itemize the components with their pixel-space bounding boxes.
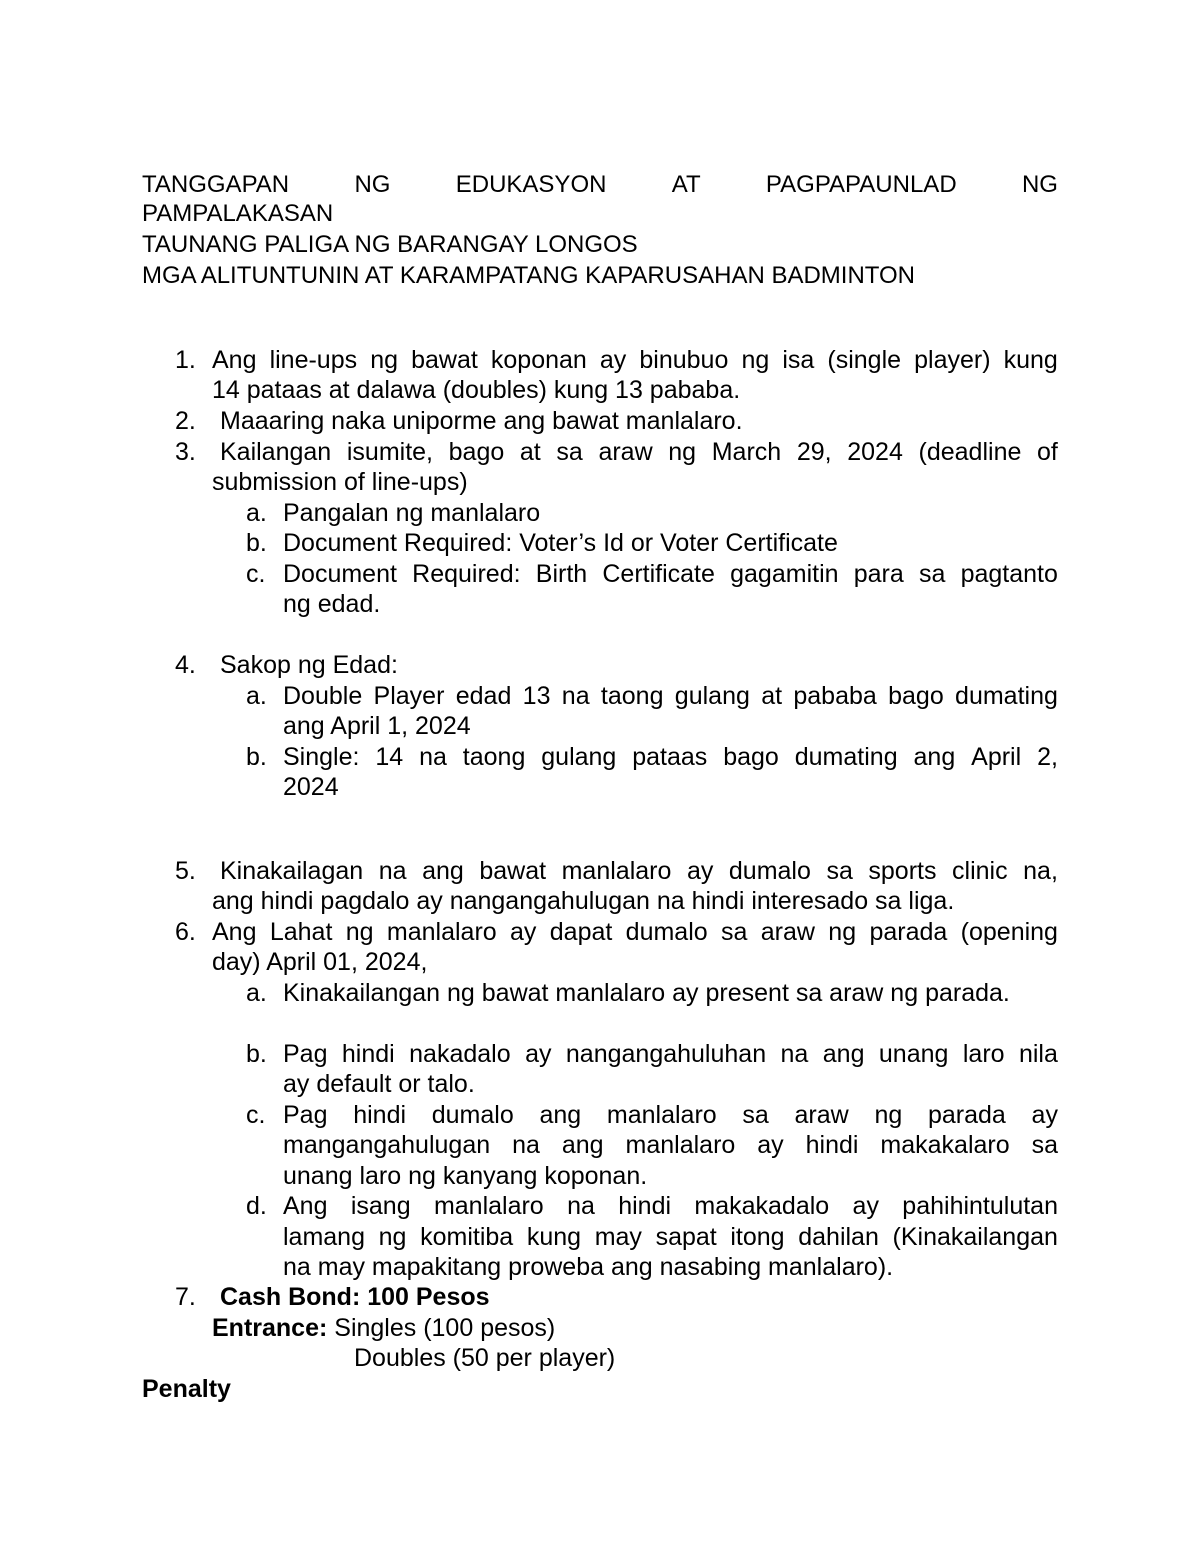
word: komitiba: [420, 1223, 514, 1251]
header-line-2: PAMPALAKASAN: [142, 200, 334, 227]
word: TANGGAPAN: [142, 171, 290, 198]
word: na: [561, 682, 590, 710]
word: na: [567, 1192, 595, 1220]
word: sa: [1031, 1131, 1058, 1159]
word: pagtanto: [960, 560, 1058, 588]
word: gulang: [541, 743, 617, 771]
rule-6-line-2: day) April 01, 2024,: [212, 948, 428, 976]
rule-6c-line-3: unang laro ng kanyang koponan.: [283, 1162, 648, 1190]
word: taong: [600, 682, 664, 710]
word: binubuo: [639, 346, 729, 374]
word: hindi: [618, 1192, 672, 1220]
word: makakalaro: [880, 1131, 1010, 1159]
word: na: [512, 1131, 540, 1159]
word: PAGPAPAUNLAD: [765, 171, 957, 198]
word: bawat: [411, 346, 478, 374]
word: 14: [375, 743, 404, 771]
word: unang: [878, 1040, 949, 1068]
header-line-3: TAUNANG PALIGA NG BARANGAY LONGOS: [142, 231, 638, 258]
rule-1-number: 1.: [175, 346, 196, 374]
word: dumating: [794, 743, 898, 771]
word: Single:: [283, 743, 360, 771]
word: lamang: [283, 1223, 365, 1251]
rule-2-number: 2.: [175, 407, 196, 435]
word: araw: [760, 918, 815, 946]
rule-5-line-1: [220, 856, 1058, 886]
word: clinic: [952, 857, 1008, 885]
word: Lahat: [269, 918, 333, 946]
word: na: [378, 857, 407, 885]
rule-1-line-1: [212, 345, 1058, 375]
word: bago: [448, 438, 505, 466]
rule-6-number: 6.: [175, 918, 196, 946]
word: taong: [462, 743, 526, 771]
word: ng: [828, 918, 857, 946]
rule-2-line-1: Maaaring naka uniporme ang bawat manlalaro.: [220, 407, 743, 435]
entrance-doubles: Doubles (50 per player): [354, 1344, 616, 1372]
word: ng: [668, 438, 697, 466]
word: para: [853, 560, 904, 588]
word: ng: [345, 918, 374, 946]
rule-4-number: 4.: [175, 651, 196, 679]
word: na,: [1023, 857, 1058, 885]
word: (Kinakailangan: [892, 1223, 1058, 1251]
word: ay: [599, 346, 627, 374]
rule-6a-letter: a.: [246, 979, 267, 1007]
rule-6c-line-2: [283, 1130, 1058, 1160]
word: 13: [522, 682, 551, 710]
word: makakadalo: [694, 1192, 830, 1220]
rule-5-line-2: ang hindi pagdalo ay nangangahulugan na hindi interesado sa liga.: [212, 887, 955, 915]
rule-4a-line-2: ang April 1, 2024: [283, 712, 471, 740]
word: bago: [723, 743, 779, 771]
word: ang: [561, 1131, 604, 1159]
word: pataas: [632, 743, 708, 771]
word: pababa: [793, 682, 877, 710]
word: EDUKASYON: [455, 171, 607, 198]
word: kung: [526, 1223, 582, 1251]
word: NG: [354, 171, 391, 198]
word: sports: [868, 857, 937, 885]
rule-6d-line-2: [283, 1222, 1058, 1252]
rule-6c-letter: c.: [246, 1101, 266, 1129]
word: araw: [598, 438, 653, 466]
word: (single: [827, 346, 902, 374]
rule-3a-letter: a.: [246, 499, 267, 527]
word: Ang: [212, 918, 257, 946]
word: AT: [671, 171, 701, 198]
word: edad: [455, 682, 512, 710]
word: April: [971, 743, 1022, 771]
rule-6d-letter: d.: [246, 1192, 267, 1220]
rule-6a-line-1: Kinakailangan ng bawat manlalaro ay present sa araw ng parada.: [283, 979, 1010, 1007]
rule-6b-line-1: [283, 1039, 1058, 1069]
word: sa: [742, 1101, 769, 1129]
word: dapat: [549, 918, 613, 946]
entrance-label: Entrance:: [212, 1314, 328, 1342]
word: hindi: [353, 1101, 407, 1129]
word: isa: [782, 346, 815, 374]
word: 2,: [1037, 743, 1058, 771]
word: araw: [794, 1101, 849, 1129]
word: bawat: [479, 857, 547, 885]
word: ang: [913, 743, 956, 771]
word: ay: [686, 857, 714, 885]
word: Pag: [283, 1040, 328, 1068]
word: Certificate: [602, 560, 715, 588]
rule-6-line-1: [212, 917, 1058, 947]
rule-6c-line-1: [283, 1100, 1058, 1130]
rule-4b-line-1: [283, 742, 1058, 772]
word: nangangahuluhan: [565, 1040, 767, 1068]
word: laro: [962, 1040, 1005, 1068]
word: ay: [510, 918, 537, 946]
word: Kinakailagan: [220, 857, 364, 885]
rule-4a-letter: a.: [246, 682, 267, 710]
word: na: [419, 743, 447, 771]
rule-3-number: 3.: [175, 438, 196, 466]
word: itong: [730, 1223, 785, 1251]
word: ay: [852, 1192, 879, 1220]
word: sa: [721, 918, 748, 946]
word: nakadalo: [409, 1040, 511, 1068]
penalty-heading: Penalty: [142, 1375, 231, 1403]
rule-3-line-1: [220, 437, 1058, 467]
word: Required:: [412, 560, 521, 588]
word: dumalo: [431, 1101, 514, 1129]
word: manlalaro: [433, 1192, 544, 1220]
entrance-singles: Singles (100 pesos): [334, 1314, 556, 1342]
word: March: [711, 438, 782, 466]
word: ay: [525, 1040, 552, 1068]
word: at: [519, 438, 541, 466]
rule-7-number: 7.: [175, 1283, 196, 1311]
word: Ang: [212, 346, 257, 374]
word: may: [594, 1223, 642, 1251]
word: mangangahulugan: [283, 1131, 491, 1159]
word: sa: [556, 438, 583, 466]
word: manlalaro: [386, 918, 497, 946]
header-line-1: [142, 170, 1058, 200]
word: Ang: [283, 1192, 328, 1220]
word: Kailangan: [220, 438, 332, 466]
word: dumalo: [625, 918, 708, 946]
entrance-line: [212, 1313, 555, 1343]
word: koponan: [490, 346, 587, 374]
rule-3c-line-2: ng edad.: [283, 590, 381, 618]
word: hindi: [341, 1040, 395, 1068]
word: Birth: [535, 560, 588, 588]
word: sapat: [655, 1223, 717, 1251]
word: sa: [826, 857, 853, 885]
word: bago: [888, 682, 944, 710]
word: dahilan: [798, 1223, 879, 1251]
rule-6b-line-2: ay default or talo.: [283, 1070, 475, 1098]
rule-3c-line-1: [283, 559, 1058, 589]
word: isang: [350, 1192, 411, 1220]
word: of: [1037, 438, 1058, 466]
word: ng: [741, 346, 770, 374]
word: sa: [918, 560, 946, 588]
word: 2024: [847, 438, 903, 466]
word: parada: [869, 918, 948, 946]
word: dumating: [955, 682, 1058, 710]
word: ang: [822, 1040, 865, 1068]
word: hindi: [805, 1131, 859, 1159]
word: Document: [283, 560, 397, 588]
cash-bond-text: Cash Bond: 100 Pesos: [220, 1283, 490, 1311]
word: manlalaro: [561, 857, 672, 885]
word: gulang: [674, 682, 750, 710]
word: ng: [378, 1223, 407, 1251]
word: ay: [1031, 1101, 1058, 1129]
rule-5-number: 5.: [175, 857, 196, 885]
word: ng: [370, 346, 399, 374]
rule-4a-line-1: [283, 681, 1058, 711]
rule-4b-letter: b.: [246, 743, 267, 771]
word: parada: [927, 1101, 1006, 1129]
rule-6d-line-1: [283, 1191, 1058, 1221]
word: isumite,: [346, 438, 433, 466]
word: ang: [422, 857, 464, 885]
word: nila: [1018, 1040, 1058, 1068]
rule-6d-line-3: na may mapakitang proweba ang nasabing manlalaro).: [283, 1253, 894, 1281]
rule-3c-letter: c.: [246, 560, 266, 588]
word: at: [761, 682, 783, 710]
word: na: [780, 1040, 809, 1068]
word: ang: [539, 1101, 582, 1129]
rule-3b-letter: b.: [246, 529, 267, 557]
rule-4b-line-2: 2024: [283, 773, 339, 801]
word: ng: [874, 1101, 903, 1129]
word: manlalaro: [606, 1101, 717, 1129]
rule-3-line-2: submission of line-ups): [212, 468, 468, 496]
word: (opening: [960, 918, 1058, 946]
word: Pag: [283, 1101, 328, 1129]
word: Player: [373, 682, 445, 710]
word: line-ups: [269, 346, 358, 374]
rule-3b-line-1: Document Required: Voter’s Id or Voter Certificate: [283, 529, 838, 557]
rule-3a-line-1: Pangalan ng manlalaro: [283, 499, 541, 527]
word: dumalo: [728, 857, 811, 885]
word: Double: [283, 682, 363, 710]
rule-1-line-2: 14 pataas at dalawa (doubles) kung 13 pababa.: [212, 376, 741, 404]
word: (deadline: [918, 438, 1022, 466]
word: manlalaro: [625, 1131, 736, 1159]
word: kung: [1003, 346, 1058, 374]
word: ay: [757, 1131, 784, 1159]
rule-6b-letter: b.: [246, 1040, 267, 1068]
word: 29,: [796, 438, 832, 466]
word: pahihintulutan: [902, 1192, 1058, 1220]
word: gagamitin: [730, 560, 839, 588]
word: NG: [1021, 171, 1058, 198]
rule-4-line-1: Sakop ng Edad:: [220, 651, 398, 679]
word: player): [914, 346, 991, 374]
header-line-4: MGA ALITUNTUNIN AT KARAMPATANG KAPARUSAHAN BADMINTON: [142, 262, 916, 289]
